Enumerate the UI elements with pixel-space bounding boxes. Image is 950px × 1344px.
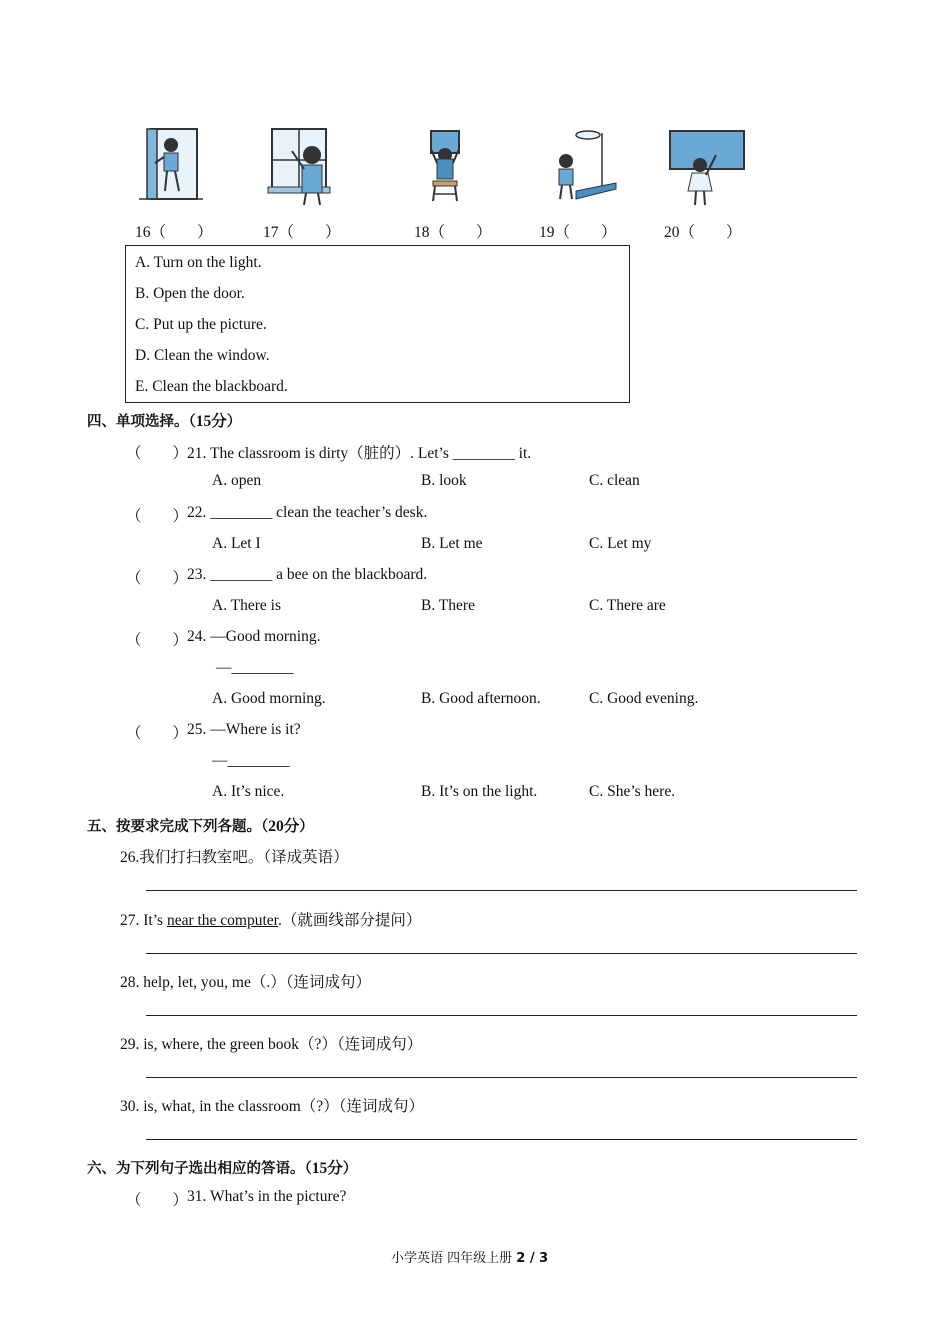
reply-blank: —________ — [212, 752, 290, 769]
answer-paren[interactable]: （ ） — [126, 570, 189, 587]
question-28: 28. help, let, you, me（.）（连词成句） — [120, 974, 371, 991]
section-6-title: 六、为下列句子选出相应的答语。（15分） — [87, 1160, 358, 1177]
option-c: C. There are — [589, 597, 666, 614]
answer-paren[interactable]: （ ） — [126, 445, 189, 462]
option-b: B. Let me — [421, 535, 483, 552]
option-a: A. There is — [212, 597, 282, 614]
option-a: A. Let I — [212, 535, 261, 552]
section-4-title: 四、单项选择。（15分） — [87, 413, 242, 430]
picture-17-label: 17（ ） — [263, 224, 341, 241]
question-25: 25. —Where is it? — [187, 721, 301, 738]
answer-line[interactable] — [146, 1077, 857, 1078]
match-option: D. Clean the window. — [135, 347, 270, 364]
turn-on-light-icon — [536, 125, 620, 207]
question-24: 24. —Good morning. — [187, 628, 321, 645]
option-c: C. She’s here. — [589, 783, 676, 800]
match-options-box — [125, 245, 630, 403]
picture-19-label: 19（ ） — [539, 224, 617, 241]
reply-blank: —________ — [216, 659, 294, 676]
option-b: B. look — [421, 472, 467, 489]
option-a: A. open — [212, 472, 262, 489]
underlined-phrase: near the computer — [166, 912, 278, 929]
option-c: C. Good evening. — [589, 690, 699, 707]
option-c: C. clean — [589, 472, 640, 489]
question-23: 23. ________ a bee on the blackboard. — [187, 566, 428, 583]
question-29: 29. is, where, the green book（?）（连词成句） — [120, 1036, 423, 1053]
answer-line[interactable] — [146, 890, 857, 891]
picture-20-label: 20（ ） — [664, 224, 742, 241]
answer-line[interactable] — [146, 953, 857, 954]
match-option: B. Open the door. — [135, 285, 245, 302]
clean-blackboard-icon — [664, 125, 748, 207]
picture-18-label: 18（ ） — [414, 224, 492, 241]
clean-window-icon — [262, 125, 346, 207]
option-b: B. There — [421, 597, 475, 614]
put-up-picture-icon — [409, 125, 493, 207]
answer-paren[interactable]: （ ） — [126, 508, 189, 525]
question-26: 26.我们打扫教室吧。（译成英语） — [120, 849, 349, 866]
option-c: C. Let my — [589, 535, 652, 552]
question-31: 31. What’s in the picture? — [187, 1188, 347, 1205]
answer-line[interactable] — [146, 1139, 857, 1140]
answer-line[interactable] — [146, 1015, 857, 1016]
section-5-title: 五、按要求完成下列各题。（20分） — [87, 818, 314, 835]
match-option: E. Clean the blackboard. — [135, 378, 288, 395]
option-b: B. Good afternoon. — [421, 690, 541, 707]
answer-paren[interactable]: （ ） — [126, 725, 189, 742]
question-21: 21. The classroom is dirty（脏的）. Let’s ________ it. — [187, 445, 532, 462]
option-a: A. It’s nice. — [212, 783, 285, 800]
open-door-icon — [133, 125, 217, 207]
answer-paren[interactable]: （ ） — [126, 632, 189, 649]
question-30: 30. is, what, in the classroom（?）（连词成句） — [120, 1098, 424, 1115]
question-27: 27. It’s near the computer.（就画线部分提问） — [120, 912, 422, 929]
answer-paren[interactable]: （ ） — [126, 1192, 189, 1209]
question-22: 22. ________ clean the teacher’s desk. — [187, 504, 428, 521]
picture-16-label: 16（ ） — [135, 224, 213, 241]
page-number: 2 / 3 — [516, 1251, 549, 1266]
match-option: A. Turn on the light. — [135, 254, 262, 271]
option-a: A. Good morning. — [212, 690, 326, 707]
page-footer: 小学英语 四年级上册 2 / 3 — [391, 1251, 549, 1266]
option-b: B. It’s on the light. — [421, 783, 538, 800]
match-option: C. Put up the picture. — [135, 316, 267, 333]
